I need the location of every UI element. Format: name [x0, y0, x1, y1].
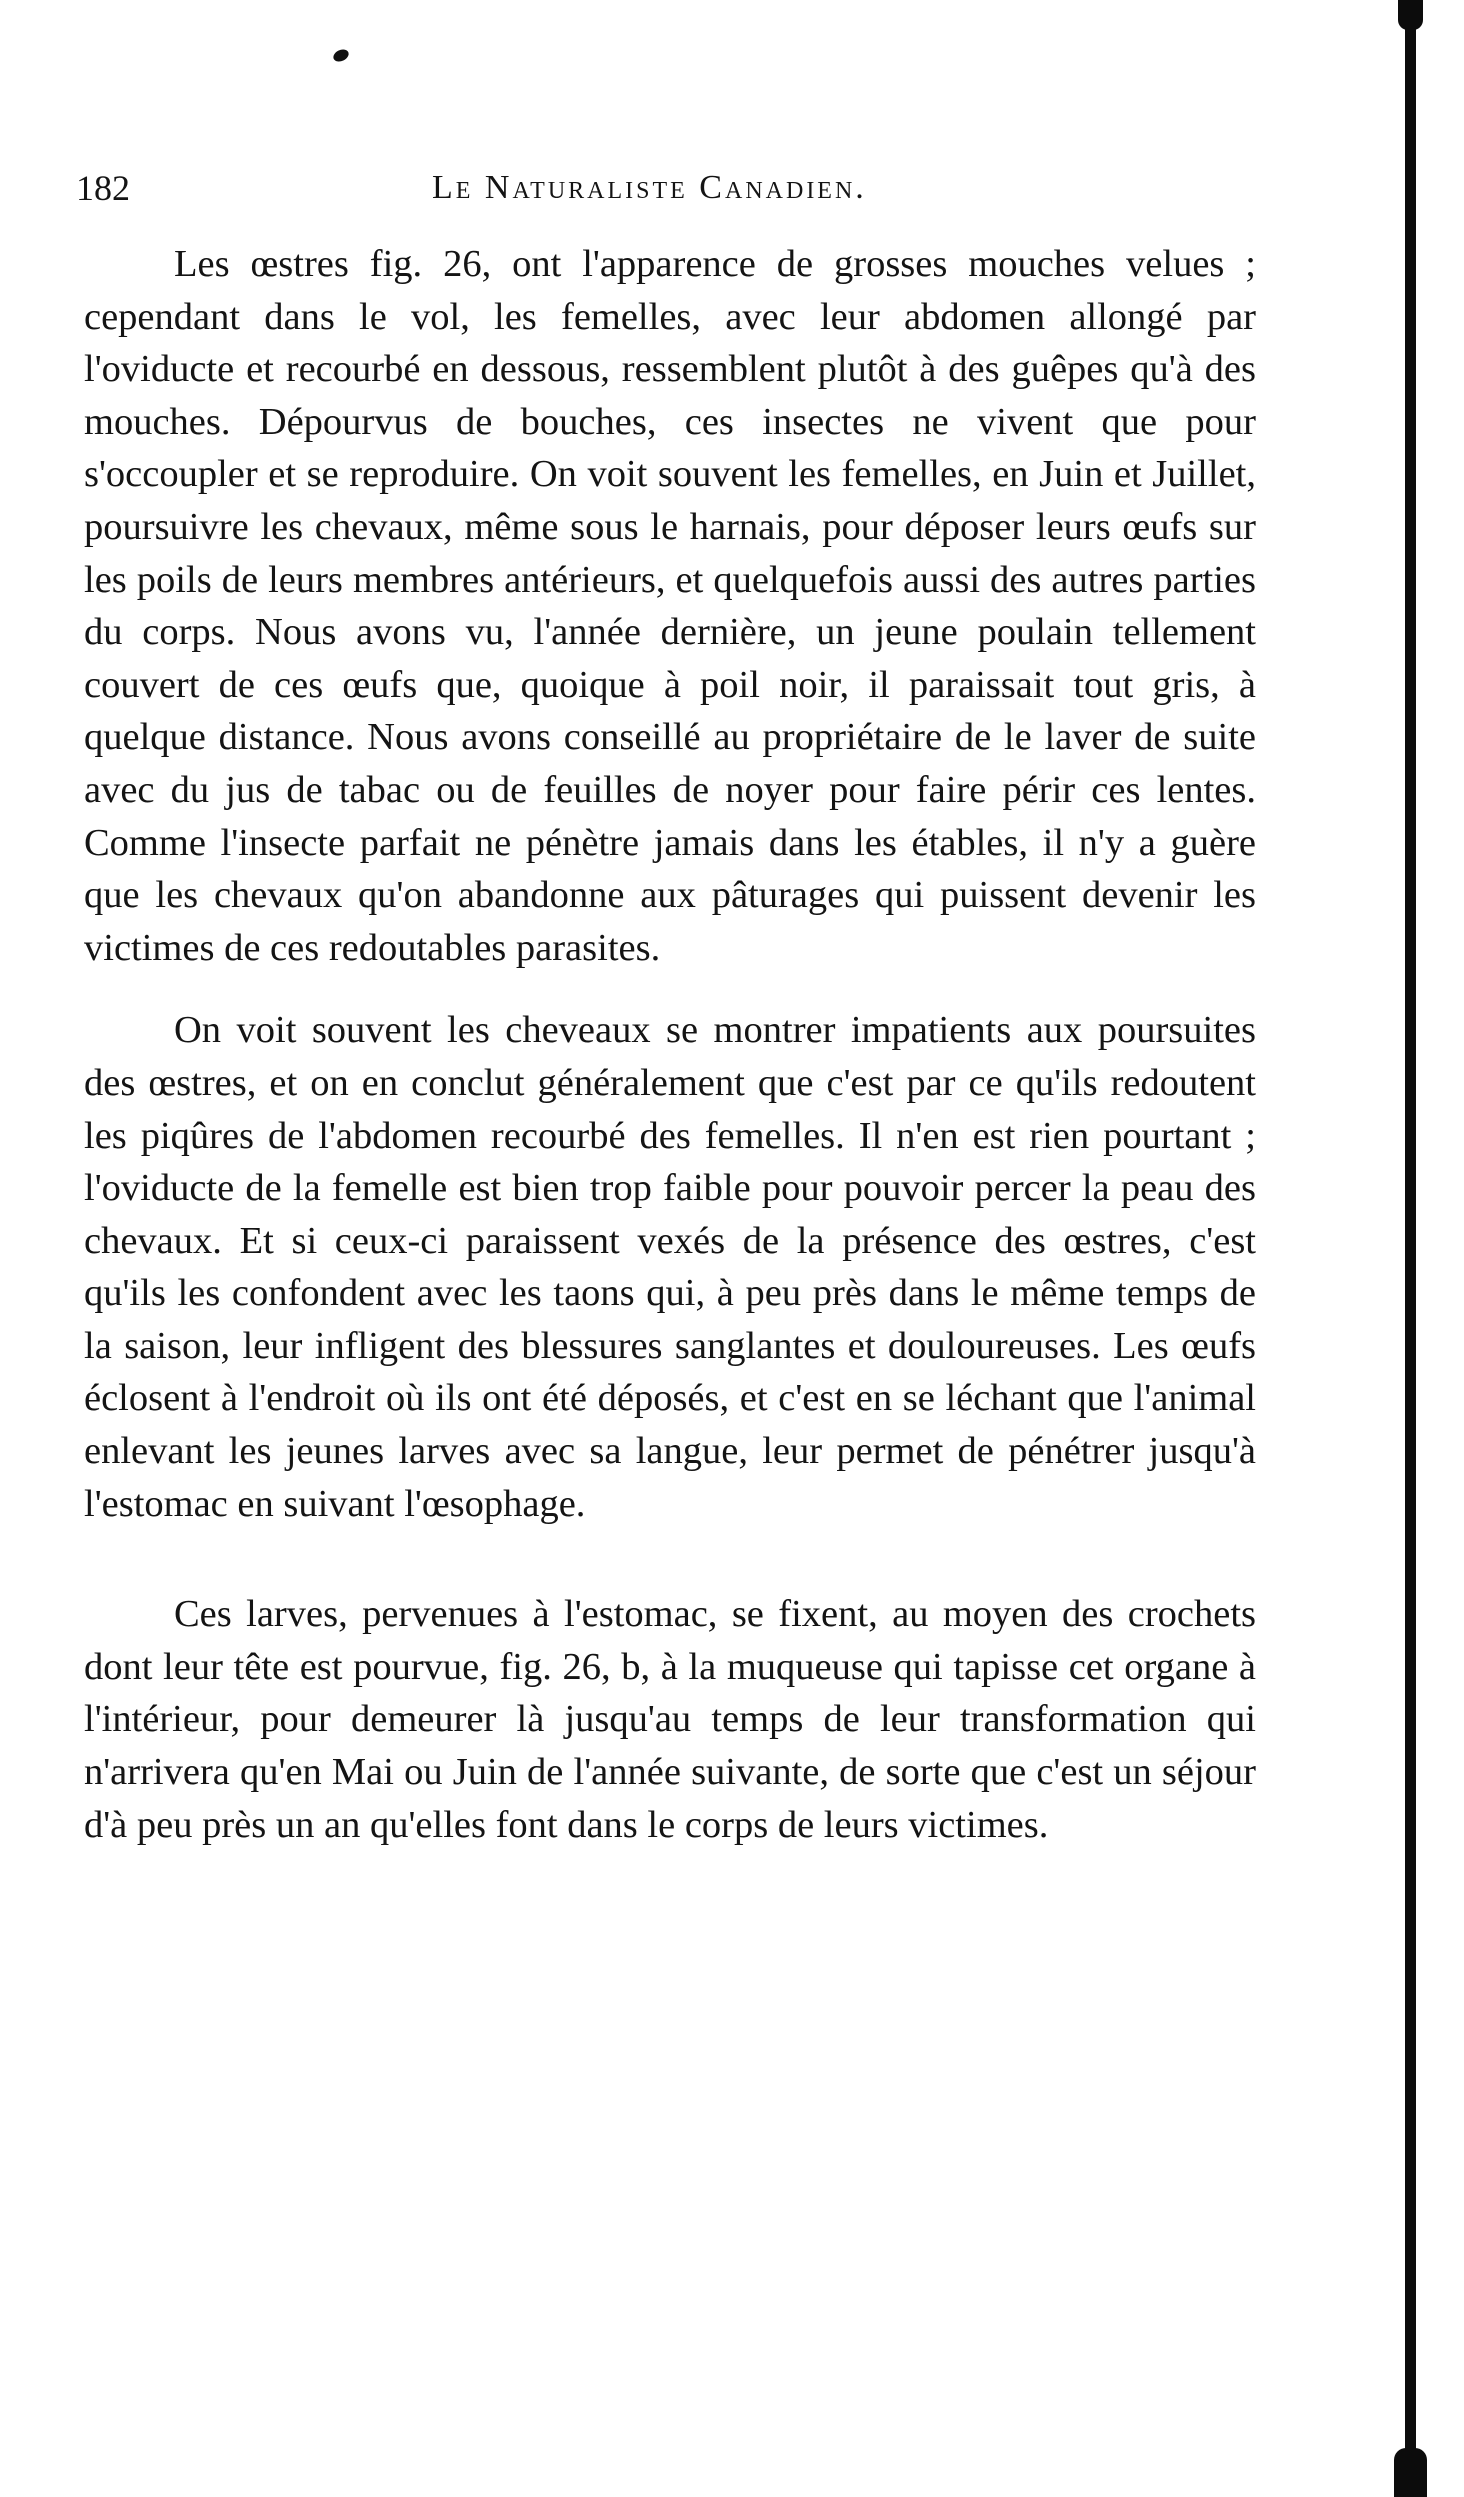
binding-edge-bottom [1394, 2448, 1427, 2497]
page-header [76, 163, 1276, 213]
binding-edge [1405, 0, 1416, 2497]
paragraph-horses-impatience: On voit souvent les cheveaux se montrer impatients aux poursuites des œstres, et on en conclut généralement que c'est par ce qu'ils redoutent les piqûres de l'abdomen recourbé des femelles. Il n'en est rien pourtant ; l'oviducte de la femelle est bien trop faible pour pouvoir percer la peau des chevaux. Et si ceux-ci paraissent vexés de la présence des œstres, c'est qu'ils les confondent avec les taons qui, à peu près dans le même temps de la saison, leur infligent des blessures sanglantes et douloureuses. Les œufs éclosent à l'endroit où ils ont été déposés, et c'est en se léchant que l'animal enlevant les jeunes larves avec sa langue, leur permet de pénétrer jusqu'à l'estomac en suivant l'œsophage. [84, 1009, 1256, 1525]
paragraph-oestres-description: Les œstres fig. 26, ont l'apparence de grosses mouches velues ; cependant dans le vol, les femelles, avec leur abdomen allongé par l'oviducte et recourbé en dessous, ressemblent plutôt à des guêpes qu'à des mouches. Dépourvus de bouches, ces insectes ne vivent que pour s'occoupler et se reproduire. On voit souvent les femelles, en Juin et Juillet, poursuivre les chevaux, même sous le harnais, pour déposer leurs œufs sur les poils de leurs membres antérieurs, et quelquefois aussi des autres parties du corps. Nous avons vu, l'année dernière, un jeune poulain tellement couvert de ces œufs que, quoique à poil noir, il paraissait tout gris, à quelque distance. Nous avons conseillé au propriétaire de le laver de suite avec du jus de tabac ou de feuilles de noyer pour faire périr ces lentes. Comme l'insecte parfait ne pénètre jamais dans les étables, il n'y a guère que les chevaux qu'on abandonne aux pâturages qui puissent devenir les victimes de ces redoutables parasites. [84, 243, 1256, 969]
page-number: 182 [76, 168, 130, 208]
running-title: Le Naturaliste Canadien. [432, 169, 867, 206]
body-text [84, 238, 1256, 1851]
ink-blot [331, 47, 350, 64]
paragraph-larvae-stomach: Ces larves, pervenues à l'estomac, se fixent, au moyen des crochets dont leur tête est pourvue, fig. 26, b, à la muqueuse qui tapisse cet organe à l'intérieur, pour demeurer là jusqu'au temps de leur transformation qui n'arrivera qu'en Mai ou Juin de l'année suivante, de sorte que c'est un séjour d'à peu près un an qu'elles font dans le corps de leurs victimes. [84, 1593, 1256, 1846]
